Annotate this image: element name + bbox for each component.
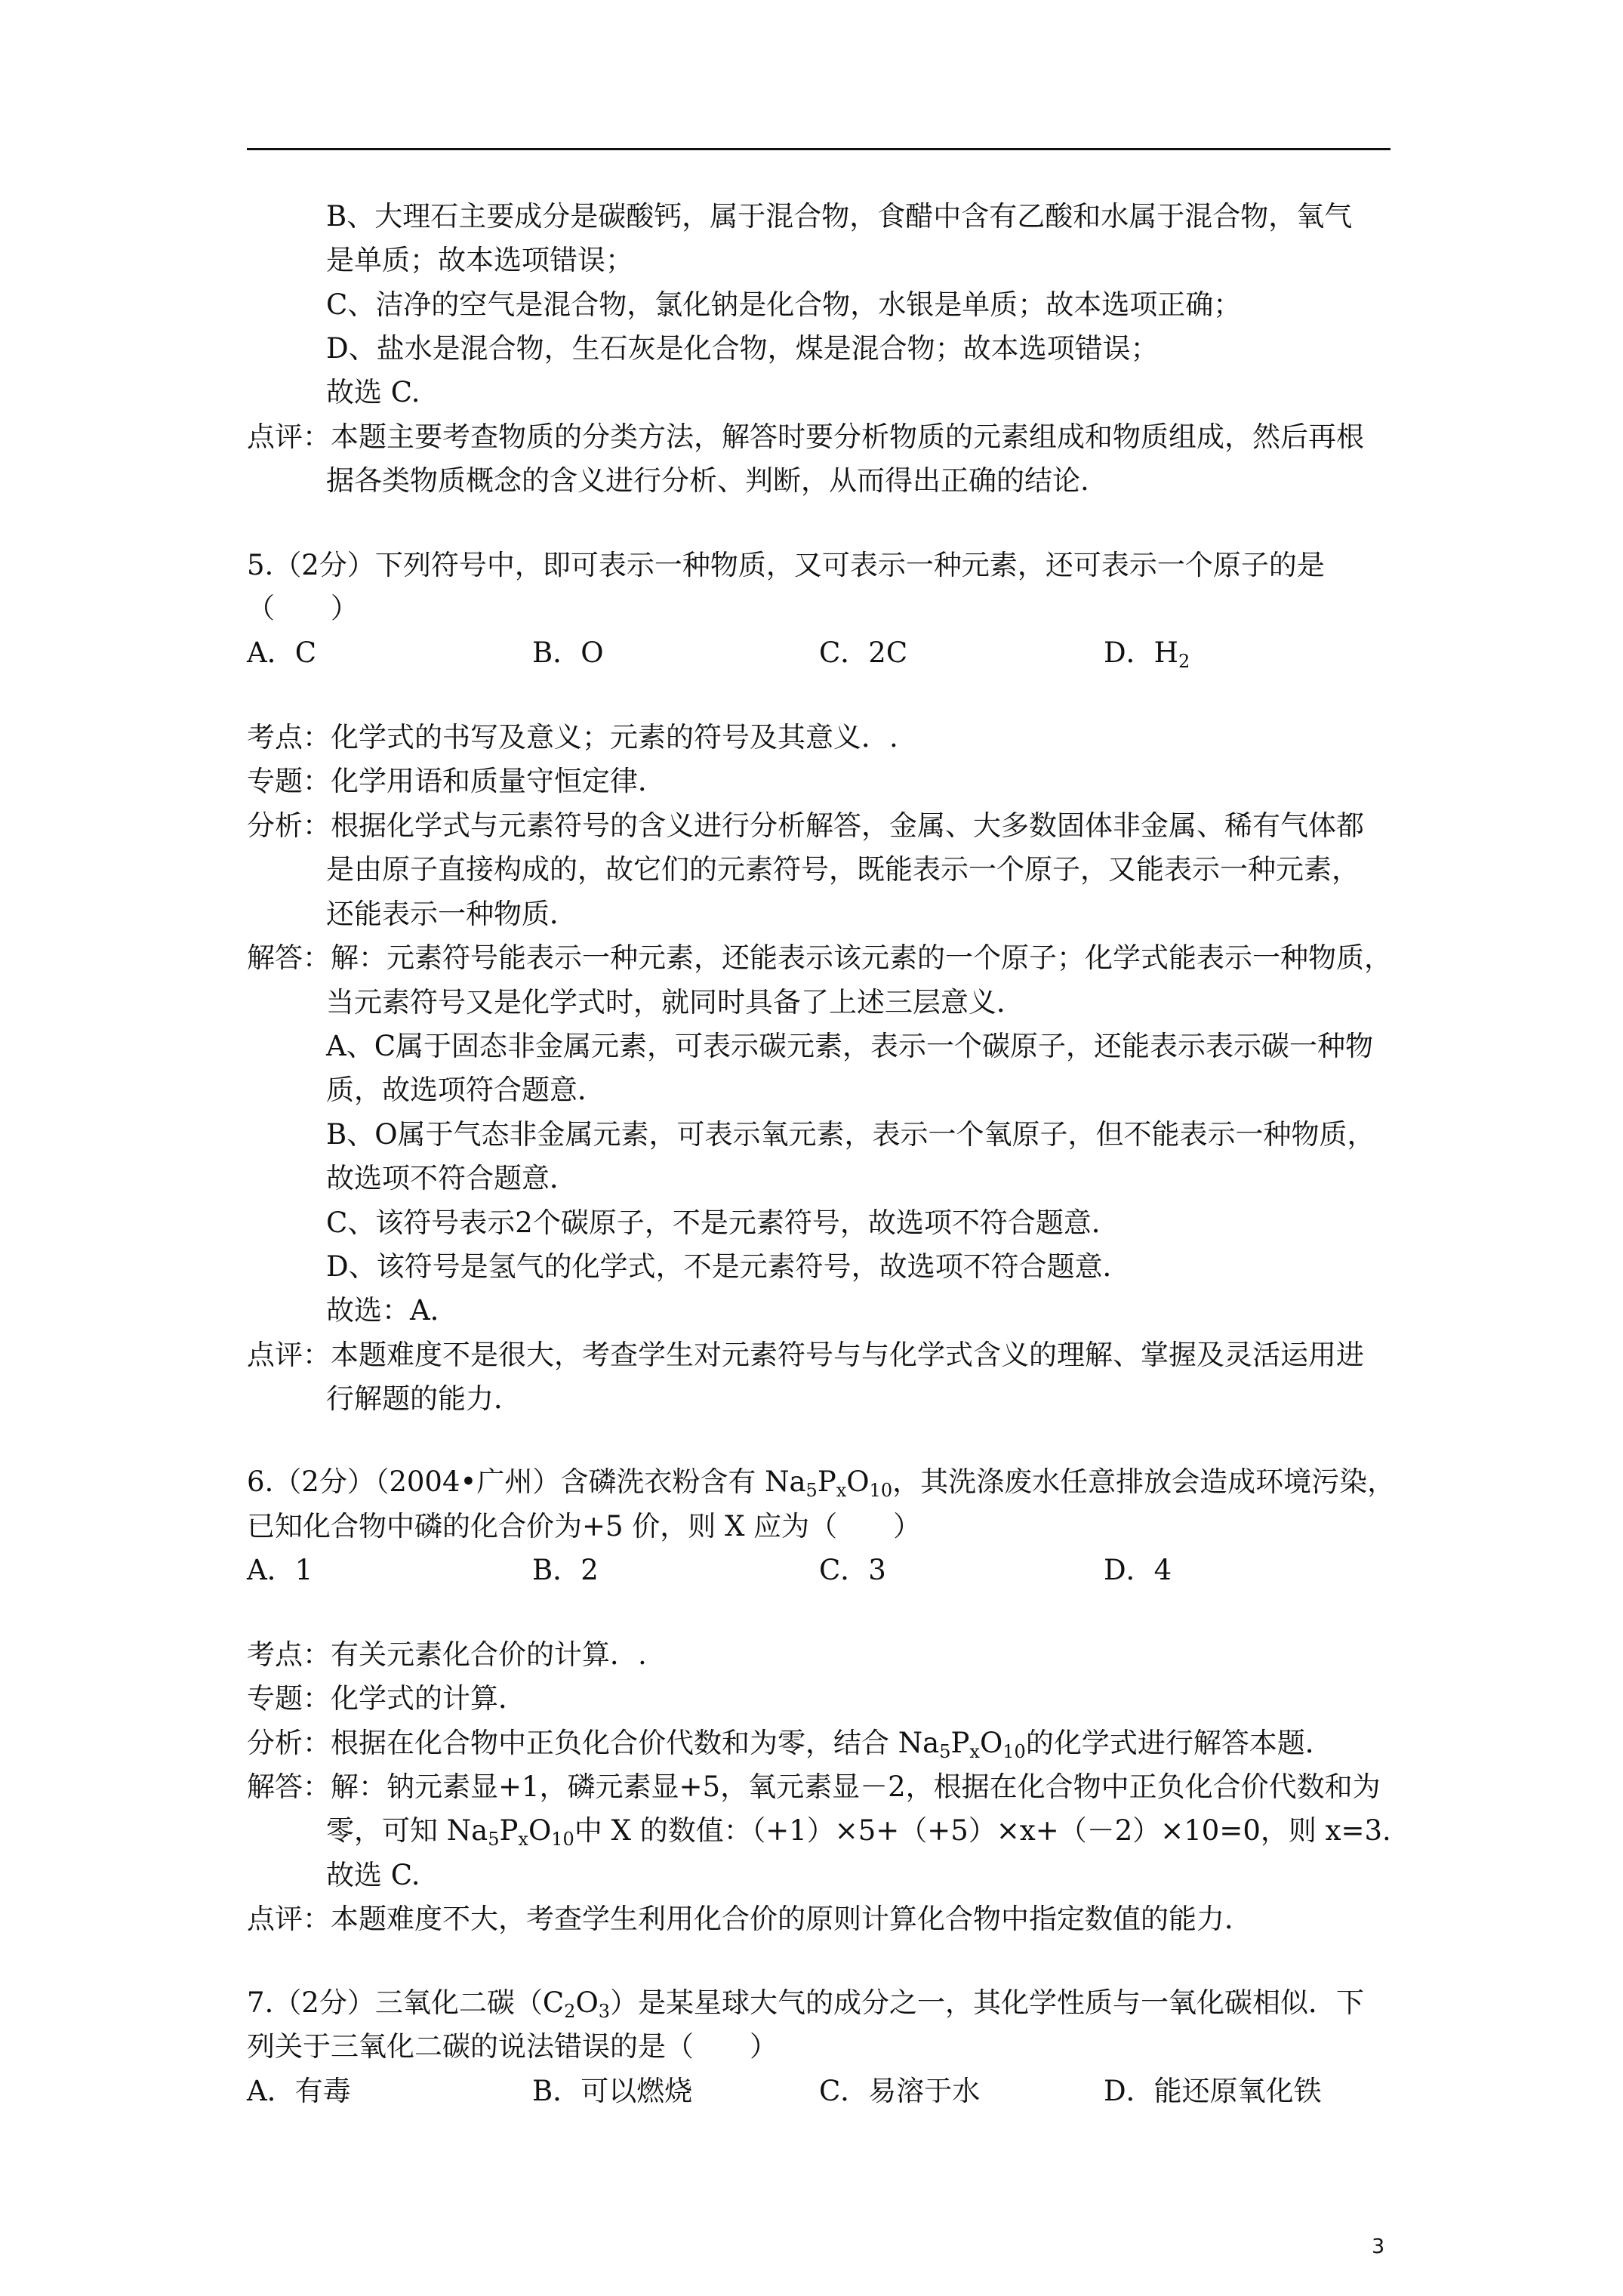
q6-stem	[247, 1465, 1396, 1501]
q5-jieda-line2: 当元素符号又是化学式时，就同时具备了上述三层意义．	[326, 986, 1024, 1019]
q7-option-b: B．可以燃烧	[532, 2075, 693, 2107]
comment-text: 本题难度不大，考查学生利用化合价的原则计算化合物中指定数值的能力．	[331, 1903, 1252, 1935]
jieda-line2-pre: 零，可知 Na	[326, 1814, 488, 1847]
q5-paren: （ ）	[247, 592, 359, 624]
q5-comment-cont: 行解题的能力．	[326, 1382, 522, 1415]
zhuanti-label: 专题：	[247, 1682, 331, 1715]
jieda-label: 解答：	[247, 1771, 331, 1803]
q4-analysis-line-b-cont: 是单质；故本选项错误；	[326, 244, 633, 276]
q6-comment	[247, 1905, 1252, 1933]
fenxi-text-post: 的化学式进行解答本题．	[1025, 1727, 1333, 1759]
q6-jieda-line2	[326, 1814, 1391, 1850]
q6-kaodian	[247, 1638, 647, 1671]
q4-answer: 故选 C.	[326, 376, 420, 408]
element-o: O	[979, 1727, 1003, 1759]
q5-option-b: B．O	[532, 636, 604, 669]
q5-jieda-line9: 故选：A．	[326, 1294, 458, 1327]
q5-comment	[247, 1341, 1364, 1369]
q5-option-d	[1104, 636, 1190, 672]
header-rule	[247, 148, 1390, 150]
kaodian-label: 考点：	[247, 1638, 331, 1671]
zhuanti-text: 化学用语和质量守恒定律．	[331, 765, 666, 797]
q5-jieda	[247, 944, 1392, 972]
q5-stem: 5.（2分）下列符号中，即可表示一种物质，又可表示一种元素，还可表示一个原子的是	[247, 549, 1325, 581]
q6-zhuanti	[247, 1682, 526, 1715]
comment-label: 点评：	[247, 421, 331, 453]
kaodian-text: 有关元素化合价的计算．.	[331, 1638, 647, 1671]
q7-option-d: D．能还原氧化铁	[1104, 2075, 1322, 2107]
q5-option-a: A．C	[247, 636, 317, 669]
q7-stem-line2: 列关于三氧化二碳的说法错误的是（ ）	[247, 2030, 778, 2063]
comment-label: 点评：	[247, 1339, 331, 1371]
subscript: 10	[869, 1480, 893, 1501]
q5-jieda-line5: B、O属于气态非金属元素，可表示氧元素，表示一个氧原子，但不能表示一种物质，	[326, 1118, 1375, 1151]
q4-analysis-line-b: B、大理石主要成分是碳酸钙，属于混合物，食醋中含有乙酸和水属于混合物，氧气	[326, 200, 1353, 233]
subscript: 3	[598, 2001, 611, 2022]
fenxi-label: 分析：	[247, 1727, 331, 1759]
comment-text: 本题主要考查物质的分类方法，解答时要分析物质的元素组成和物质组成，然后再根	[331, 421, 1364, 453]
option-d-subscript: 2	[1178, 651, 1190, 672]
q5-fenxi-line2: 是由原子直接构成的，故它们的元素符号，既能表示一个原子，又能表示一种元素，	[326, 853, 1360, 886]
page-number: 3	[1372, 2235, 1385, 2258]
element-p: P	[950, 1727, 970, 1759]
q7-option-a: A．有毒	[247, 2075, 351, 2107]
subscript: 2	[564, 2001, 576, 2022]
option-d-text: D．H	[1104, 636, 1178, 669]
jieda-text: 解：钠元素显+1，磷元素显+5，氧元素显－2，根据在化合物中正负化合价代数和为	[331, 1771, 1381, 1803]
q5-jieda-line6: 故选项不符合题意．	[326, 1162, 577, 1194]
subscript: x	[969, 1741, 980, 1762]
element-o: O	[528, 1814, 552, 1847]
q6-stem-line2: 已知化合物中磷的化合价为+5 价，则 X 应为（ ）	[247, 1510, 922, 1542]
q4-comment-cont: 据各类物质概念的含义进行分析、判断，从而得出正确的结论.	[326, 464, 1089, 497]
q7-stem	[247, 1986, 1365, 2022]
jieda-line2-post: 中 X 的数值：（+1）×5+（+5）×x+（－2）×10=0，则 x=3.	[574, 1814, 1391, 1847]
q5-jieda-line8: D、该符号是氢气的化学式，不是元素符号，故选项不符合题意．	[326, 1250, 1131, 1283]
q5-jieda-line4: 质，故选项符合题意．	[326, 1074, 605, 1106]
kaodian-label: 考点：	[247, 721, 331, 754]
q6-answer: 故选 C.	[326, 1859, 420, 1891]
subscript: x	[518, 1829, 528, 1850]
element-p: P	[499, 1814, 519, 1847]
subscript: x	[836, 1480, 847, 1501]
subscript: 5	[805, 1480, 818, 1501]
fenxi-label: 分析：	[247, 809, 331, 842]
kaodian-text: 化学式的书写及意义；元素的符号及其意义．.	[331, 721, 898, 754]
subscript: 10	[551, 1829, 574, 1850]
jieda-text: 解：元素符号能表示一种元素，还能表示该元素的一个原子；化学式能表示一种物质，	[331, 942, 1392, 974]
subscript: 5	[488, 1829, 500, 1850]
fenxi-text-pre: 根据在化合物中正负化合价代数和为零，结合 Na	[331, 1727, 940, 1759]
element-p: P	[817, 1465, 836, 1498]
q4-analysis-line-c: C、洁净的空气是混合物，氯化钠是化合物，水银是单质；故本选项正确；	[326, 288, 1242, 321]
q7-stem-pre: 7.（2分）三氧化二碳（C	[247, 1986, 565, 2019]
subscript: 5	[939, 1741, 951, 1762]
q6-option-c: C．3	[819, 1554, 886, 1586]
jieda-label: 解答：	[247, 942, 331, 974]
q5-kaodian	[247, 721, 898, 754]
q5-fenxi	[247, 809, 1364, 842]
q6-option-d: D．4	[1104, 1554, 1172, 1586]
element-o: O	[575, 1986, 599, 2019]
zhuanti-text: 化学式的计算．	[331, 1682, 526, 1715]
q7-option-c: C．易溶于水	[819, 2075, 981, 2107]
q6-jieda	[247, 1773, 1381, 1801]
comment-text: 本题难度不是很大，考查学生对元素符号与与化学式含义的理解、掌握及灵活运用进	[331, 1339, 1364, 1371]
q5-zhuanti	[247, 767, 666, 795]
q6-stem-pre: 6.（2分）（2004•广州）含磷洗衣粉含有 Na	[247, 1465, 806, 1498]
q6-fenxi	[247, 1727, 1333, 1762]
element-o: O	[846, 1465, 870, 1498]
subscript: 10	[1002, 1741, 1026, 1762]
q5-jieda-line7: C、该符号表示2个碳原子，不是元素符号，故选项不符合题意．	[326, 1207, 1119, 1239]
q5-option-c: C．2C	[819, 636, 908, 669]
q5-jieda-line3: A、C属于固态非金属元素，可表示碳元素，表示一个碳原子，还能表示表示碳一种物	[326, 1030, 1374, 1062]
comment-label: 点评：	[247, 1903, 331, 1935]
q4-analysis-line-d: D、盐水是混合物，生石灰是化合物，煤是混合物；故本选项错误；	[326, 332, 1159, 365]
fenxi-text: 根据化学式与元素符号的含义进行分析解答，金属、大多数固体非金属、稀有气体都	[331, 809, 1364, 842]
q6-stem-post: ，其洗涤废水任意排放会造成环境污染，	[892, 1465, 1396, 1498]
zhuanti-label: 专题：	[247, 765, 331, 797]
q5-fenxi-line3: 还能表示一种物质．	[326, 898, 577, 930]
q7-stem-post: ）是某星球大气的成分之一，其化学性质与一氧化碳相似．下	[610, 1986, 1365, 2019]
q6-option-a: A．1	[247, 1554, 313, 1586]
q6-option-b: B．2	[532, 1554, 599, 1586]
q4-comment	[247, 423, 1364, 451]
